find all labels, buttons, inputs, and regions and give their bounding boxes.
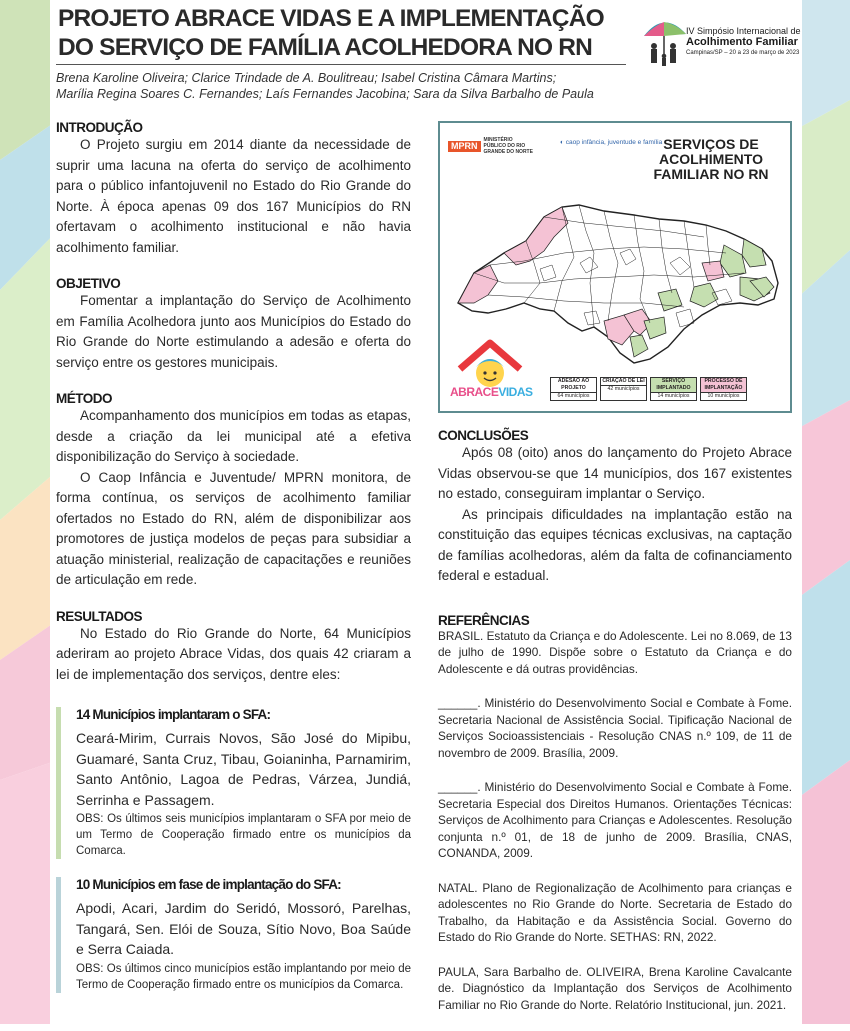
- right-decorative-band: [795, 0, 850, 1024]
- legend-adesao: [550, 377, 597, 401]
- section-objetivo: [56, 276, 411, 373]
- reference-item: ______. Ministério do Desenvolvimento Social e Combate à Fome. Secretaria Especial dos Direitos Humanos. Orientações Técnicas: Serviços de Acolhimento para Crianças e Adolescentes. Resolução conjunta n.º 01, de 18 de junho de 2009. Brasília, CNAS, CONANDA, 2009.: [438, 780, 792, 860]
- implanted-list: Ceará-Mirim, Currais Novos, São José do Mipibu, Guamaré, Santa Cruz, Tibau, Goianinha, Parnamirim, Santo Antônio, Lagoa de Pedras, Várzea, Jundiá, Serrinha e Passagem.: [76, 730, 411, 808]
- referencias-heading: REFERÊNCIAS: [438, 612, 530, 628]
- legend-value: 42 municípios: [607, 386, 640, 392]
- caop-label: caop infância, juventude e família: [565, 139, 663, 146]
- rn-map-figure: [438, 121, 792, 413]
- mprn-logo: MPRNMINISTÉRIO PÚBLICO DO RIO GRANDE DO NORTE: [448, 137, 536, 155]
- section-introducao: [56, 120, 411, 258]
- right-column: [438, 428, 792, 1031]
- authors-line-2: Marília Regina Soares C. Fernandes; Laís Fernandes Jacobina; Sara da Silva Barbalho de Paula: [56, 87, 594, 101]
- conclusoes-text-2: As principais dificuldades na implantação estão na constituição das equipes técnicas exclusivas, na captação de famílias acolhedoras, além da falta de cofinanciamento federal e estadual.: [438, 506, 792, 583]
- legend-processo: [700, 377, 747, 401]
- conclusoes-heading: CONCLUSÕES: [438, 428, 529, 443]
- brand-vidas: VIDAS: [498, 385, 533, 399]
- section-metodo: [56, 391, 411, 591]
- authors: [56, 70, 631, 102]
- left-column: [56, 120, 411, 993]
- mprn-label: MINISTÉRIO PÚBLICO DO RIO GRANDE DO NORTE: [483, 137, 533, 155]
- reference-item: ______. Ministério do Desenvolvimento Social e Combate à Fome. Secretaria Nacional de Assistência Social. Tipificação Nacional de Serviços Socioassistenciais - Resolução CNAS n.º 109, de 11 de novembro de 2009. Brasília, 2009.: [438, 696, 792, 760]
- legend-label: CRIAÇÃO DE LEI: [602, 378, 645, 384]
- in-progress-title: 10 Municípios em fase de implantação do SFA:: [76, 877, 341, 892]
- introducao-heading: INTRODUÇÃO: [56, 120, 143, 135]
- introducao-text: O Projeto surgiu em 2014 diante da necessidade de suprir uma lacuna na oferta do serviço de acolhimento para o público infantojuvenil no Estado do Rio Grande do Norte. À época apenas 09 dos 167 Municípios do RN ofertavam o acolhimento institucional e não havia acolhimento familiar.: [56, 137, 411, 255]
- metodo-text-1: Acompanhamento dos municípios em todas as etapas, desde a criação da lei municipal até a efetiva disponibilização do Serviço à sociedade.: [56, 408, 411, 464]
- reference-item: NATAL. Plano de Regionalização de Acolhimento para crianças e adolescentes no Rio Grande do Norte. Secretaria de Estado do Trabalho, da Habitação e da Assistência Social. Governo do Estado do Rio Grande do Norte. SETHAS: RN, 2022.: [438, 880, 792, 944]
- implanted-obs: OBS: Os últimos seis municípios implantaram o SFA por meio de um Termo de Cooperação firmado entre os municípios da Comarca.: [76, 813, 411, 857]
- title-line-1: PROJETO ABRACE VIDAS E A IMPLEMENTAÇÃO: [58, 5, 604, 32]
- map-title: SERVIÇOS DE ACOLHIMENTO FAMILIAR NO RN: [653, 136, 769, 182]
- umbrella-family-icon: [640, 8, 688, 70]
- legend-label: SERVIÇO IMPLANTADO: [651, 378, 696, 393]
- poster-title: [58, 4, 643, 62]
- abrace-vidas-wordmark: [450, 385, 533, 399]
- section-conclusoes: [438, 428, 792, 587]
- poster: [50, 0, 802, 1024]
- legend-label: PROCESSO DE IMPLANTAÇÃO: [701, 378, 746, 393]
- in-progress-obs: OBS: Os últimos cinco municípios estão implantando por meio de Termo de Cooperação firmado entre os municípios da Comarca.: [76, 962, 411, 991]
- objetivo-heading: OBJETIVO: [56, 276, 121, 291]
- title-line-2: DO SERVIÇO DE FAMÍLIA ACOLHEDORA NO RN: [58, 34, 593, 61]
- event-name-line2: Acolhimento Familiar: [686, 36, 798, 48]
- legend-implantado: [650, 377, 697, 401]
- event-name-line1: IV Simpósio Internacional de: [686, 26, 801, 36]
- in-progress-box: [56, 877, 411, 993]
- metodo-text-2: O Caop Infância e Juventude/ MPRN monitora, de forma contínua, os serviços de acolhimento familiar ofertados no Estado do RN, além de disponibilizar aos promotores de justiça modelos de peças para subsidiar a atuação ministerial, realização de capacitações e reuniões de articulação em rede.: [56, 469, 411, 587]
- reference-item: BRASIL. Estatuto da Criança e do Adolescente. Lei no 8.069, de 13 de julho de 1990. Dispõe sobre o Estatuto da Criança e do Adolescente e dá outras providências.: [438, 628, 792, 676]
- title-divider: [56, 64, 626, 65]
- metodo-heading: MÉTODO: [56, 391, 113, 406]
- right-band-shapes: [795, 0, 850, 1024]
- legend-value: 14 municípios: [657, 393, 690, 399]
- event-place: Campinas/SP – 20 a 23 de março de 2023: [686, 50, 800, 56]
- event-name: [686, 26, 806, 59]
- authors-line-1: Brena Karoline Oliveira; Clarice Trindade de A. Boulitreau; Isabel Cristina Câmara Martins;: [56, 71, 557, 85]
- implanted-box: [56, 707, 411, 859]
- resultados-heading: RESULTADOS: [56, 608, 142, 624]
- event-logo: [640, 8, 800, 70]
- legend-value: 10 municípios: [707, 393, 740, 399]
- brand-abrace: ABRACE: [450, 385, 499, 399]
- reference-item: PAULA, Sara Barbalho de. OLIVEIRA, Brena Karoline Cavalcante de. Diagnóstico da Implantação dos Serviços de Acolhimento Familiar no Rio Grande do Norte. Relatório Institucional, jun. 2021.: [438, 964, 792, 1012]
- resultados-text: No Estado do Rio Grande do Norte, 64 Municípios aderiram ao projeto Abrace Vidas, dos quais 42 criaram a lei de implementação dos serviços, dentre eles:: [56, 625, 411, 682]
- conclusoes-text-1: Após 08 (oito) anos do lançamento do Projeto Abrace Vidas observou-se que 14 municípios, dos 167 existentes no estado, conseguiram implantar o Serviço.: [438, 445, 792, 501]
- legend-label: ADESÃO AO PROJETO: [551, 378, 596, 393]
- legend-value: 64 municípios: [557, 393, 590, 399]
- section-referencias: [438, 613, 792, 1014]
- implanted-title: 14 Municípios implantaram o SFA:: [76, 707, 271, 722]
- map-legend: [550, 377, 747, 401]
- section-resultados: [56, 609, 411, 993]
- in-progress-list: Apodi, Acari, Jardim do Seridó, Mossoró, Parelhas, Tangará, Sen. Elói de Souza, Sítio Novo, Boa Saúde e Serra Caiada.: [76, 900, 411, 957]
- legend-lei: [600, 377, 647, 401]
- objetivo-text: Fomentar a implantação do Serviço de Acolhimento em Família Acolhedora junto aos Municípios do Estado do Rio Grande do Norte estimulando a adesão e oferta do serviço entre os gestores municipais.: [56, 293, 411, 370]
- caop-icon: ◐: [560, 139, 564, 146]
